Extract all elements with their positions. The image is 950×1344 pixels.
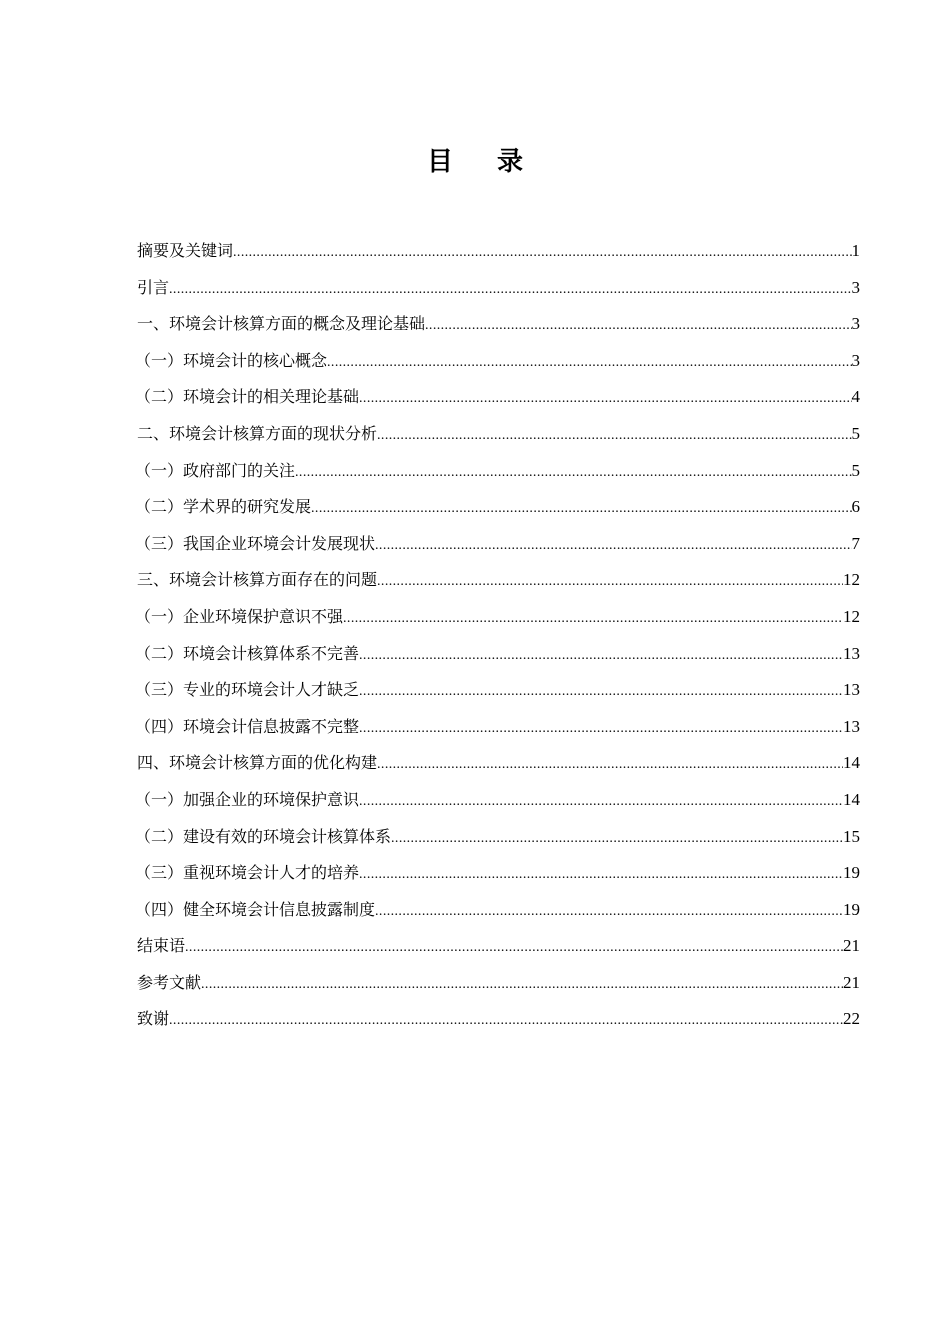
toc-dot-leader	[295, 455, 851, 492]
toc-dot-leader	[201, 967, 843, 1004]
toc-entry-text: （一）政府部门的关注	[135, 460, 296, 480]
toc-entry[interactable]	[137, 782, 860, 819]
toc-dot-leader	[425, 308, 851, 345]
toc-dot-leader	[327, 345, 851, 382]
toc-entry-text: 二、环境会计核算方面的现状分析	[137, 423, 378, 443]
toc-entry[interactable]	[137, 745, 860, 782]
toc-dot-leader	[375, 528, 851, 565]
toc-dot-leader	[359, 857, 843, 894]
toc-page-number: 5	[851, 460, 860, 480]
toc-entry[interactable]	[137, 928, 860, 965]
toc-entry[interactable]	[137, 416, 860, 453]
toc-entry[interactable]	[137, 306, 860, 343]
toc-entry[interactable]	[137, 855, 860, 892]
toc-dot-leader	[391, 821, 843, 858]
toc-entry-text: （二）学术界的研究发展	[135, 497, 312, 517]
toc-page-number: 12	[843, 570, 860, 590]
toc-page-number: 14	[843, 789, 860, 809]
toc-page-number: 19	[843, 863, 860, 883]
toc-page-number: 21	[843, 972, 860, 992]
toc-entry-text: 三、环境会计核算方面存在的问题	[137, 570, 378, 590]
toc-dot-leader	[343, 601, 843, 638]
toc-dot-leader	[169, 1003, 843, 1040]
toc-dot-leader	[359, 711, 843, 748]
toc-dot-leader	[359, 784, 843, 821]
toc-page-number: 3	[851, 314, 860, 334]
toc-dot-leader	[377, 747, 843, 784]
toc-entry[interactable]	[137, 453, 860, 490]
toc-entry[interactable]	[137, 489, 860, 526]
toc-dot-leader	[375, 894, 843, 931]
toc-entry-text: （三）重视环境会计人才的培养	[135, 863, 360, 883]
toc-entry[interactable]	[137, 562, 860, 599]
toc-entry-text: （二）环境会计核算体系不完善	[135, 643, 360, 663]
toc-entry-text: 引言	[137, 277, 170, 297]
page-title	[0, 142, 950, 182]
toc-page-number: 3	[851, 277, 860, 297]
toc-dot-leader	[185, 930, 843, 967]
title-char-1: 目	[426, 147, 453, 177]
toc-dot-leader	[359, 381, 851, 418]
toc-page-number: 6	[851, 497, 860, 517]
toc-page-number: 7	[851, 533, 860, 553]
toc-page-number: 1	[851, 241, 860, 260]
toc-entry-text: （四）环境会计信息披露不完整	[135, 716, 360, 736]
toc-entry[interactable]	[137, 599, 860, 636]
toc-page-number: 4	[851, 387, 860, 407]
toc-dot-leader	[359, 638, 843, 675]
toc-dot-leader	[169, 272, 851, 309]
toc-page-number: 5	[851, 423, 860, 443]
toc-entry-text: （四）健全环境会计信息披露制度	[135, 899, 376, 919]
toc-dot-leader	[311, 491, 851, 528]
toc-entry-text: （一）环境会计的核心概念	[135, 350, 328, 370]
toc-entry[interactable]	[137, 709, 860, 746]
toc-entry[interactable]	[137, 233, 860, 270]
toc-page-number: 12	[843, 606, 860, 626]
toc-entry[interactable]	[137, 819, 860, 856]
table-of-contents	[137, 233, 860, 1038]
toc-entry-text: （三）我国企业环境会计发展现状	[135, 533, 376, 553]
title-char-2: 录	[497, 147, 524, 177]
toc-entry[interactable]	[137, 379, 860, 416]
toc-entry-text: （一）企业环境保护意识不强	[135, 606, 344, 626]
toc-entry-text: 结束语	[137, 936, 186, 956]
toc-dot-leader	[233, 235, 851, 272]
toc-entry-text: 一、环境会计核算方面的概念及理论基础	[137, 314, 426, 334]
toc-entry-text: 摘要及关键词	[137, 241, 234, 260]
toc-entry-text: （二）环境会计的相关理论基础	[135, 387, 360, 407]
toc-page-number: 15	[843, 826, 860, 846]
toc-entry-text: 参考文献	[137, 972, 202, 992]
toc-entry[interactable]	[137, 1001, 860, 1038]
toc-page-number: 13	[843, 716, 860, 736]
toc-page-number: 21	[843, 936, 860, 956]
toc-entry[interactable]	[137, 343, 860, 380]
toc-entry[interactable]	[137, 672, 860, 709]
toc-entry-text: （三）专业的环境会计人才缺乏	[135, 680, 360, 700]
toc-entry-text: （一）加强企业的环境保护意识	[135, 789, 360, 809]
toc-entry[interactable]	[137, 526, 860, 563]
toc-dot-leader	[377, 418, 851, 455]
toc-entry[interactable]	[137, 270, 860, 307]
toc-page-number: 13	[843, 643, 860, 663]
toc-entry[interactable]	[137, 965, 860, 1002]
toc-entry-text: 四、环境会计核算方面的优化构建	[137, 753, 378, 773]
toc-entry[interactable]	[137, 892, 860, 929]
toc-dot-leader	[359, 674, 843, 711]
toc-page-number: 22	[843, 1009, 860, 1029]
toc-entry-text: （二）建设有效的环境会计核算体系	[135, 826, 392, 846]
toc-page-number: 13	[843, 680, 860, 700]
toc-entry-text: 致谢	[137, 1009, 170, 1029]
toc-entry[interactable]	[137, 636, 860, 673]
toc-dot-leader	[377, 564, 843, 601]
toc-page-number: 19	[843, 899, 860, 919]
toc-page-number: 3	[851, 350, 860, 370]
toc-page-number: 14	[843, 753, 860, 773]
